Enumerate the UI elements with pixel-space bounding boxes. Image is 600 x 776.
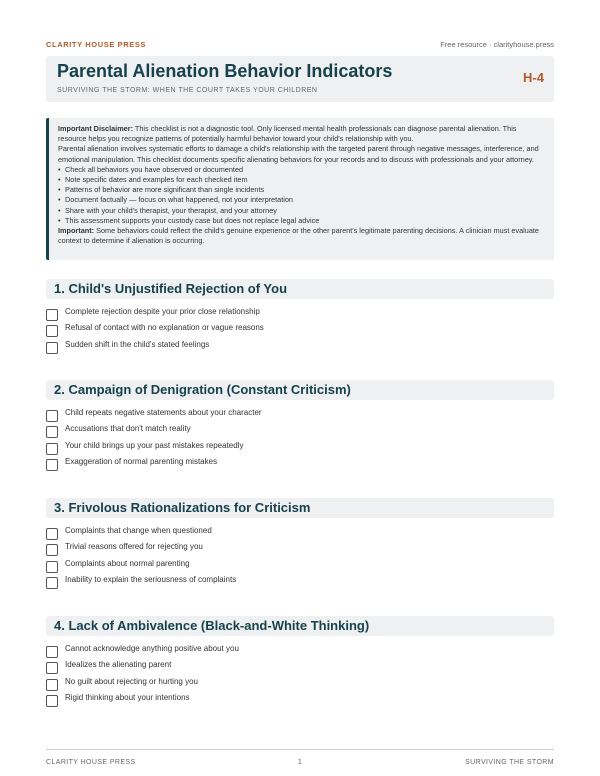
checklist-item-label: Sudden shift in the child's stated feelings (65, 339, 210, 349)
checkbox[interactable] (46, 679, 58, 691)
top-bar (46, 40, 554, 52)
checkbox[interactable] (46, 325, 58, 337)
checklist-item (46, 692, 554, 708)
checklist-item (46, 456, 554, 472)
checklist-item (46, 574, 554, 590)
checklist-item (46, 558, 554, 574)
section-2 (46, 380, 554, 473)
disclaimer-bullet: • This assessment supports your custody case but does not replace legal advice (58, 216, 546, 226)
checkbox[interactable] (46, 662, 58, 674)
section-1 (46, 279, 554, 355)
section-title: 3. Frivolous Rationalizations for Criticism (54, 500, 311, 515)
checklist-item-label: Inability to explain the seriousness of complaints (65, 575, 237, 585)
disclaimer-paragraph-2: Parental alienation involves systematic efforts to damage a child's relationship with the targeted parent through negative messages, interference, and emotional manipulation. This checklist documents specific alienating behaviors for your records and to discuss with professionals and your attorney. (58, 144, 539, 164)
checkbox[interactable] (46, 459, 58, 471)
checklist-item-label: Refusal of contact with no explanation or vague reasons (65, 323, 264, 333)
section-title: 1. Child's Unjustified Rejection of You (54, 281, 288, 296)
section-header (46, 380, 554, 400)
disclaimer-bullet: • Patterns of behavior are more significant than single incidents (58, 185, 546, 195)
page-subtitle: SURVIVING THE STORM: WHEN THE COURT TAKES YOUR CHILDREN (57, 87, 318, 94)
checklist-item (46, 541, 554, 557)
disclaimer-bullets (58, 165, 546, 226)
disclaimer-box (46, 118, 554, 260)
checkbox[interactable] (46, 561, 58, 573)
checklist-item (46, 407, 554, 423)
section-title: 2. Campaign of Denigration (Constant Criticism) (54, 382, 351, 397)
important-note (58, 226, 546, 246)
disclaimer-bullet: • Document factually — focus on what happened, not your interpretation (58, 195, 546, 205)
checklist-item (46, 339, 554, 355)
checklist-item-label: Accusations that don't match reality (65, 424, 191, 434)
checklist-item-label: Trivial reasons offered for rejecting you (65, 542, 203, 552)
checklist-item-label: Your child brings up your past mistakes repeatedly (65, 440, 244, 450)
checklist-item-label: Complaints about normal parenting (65, 558, 190, 568)
checklist-item-label: Idealizes the alienating parent (65, 660, 172, 670)
disclaimer-label: Important Disclaimer: (58, 124, 134, 133)
checkbox[interactable] (46, 342, 58, 354)
checklist-item-label: Complaints that change when questioned (65, 526, 212, 535)
checklist-item-label: Exaggeration of normal parenting mistakes (65, 457, 218, 467)
checkbox[interactable] (46, 410, 58, 422)
checklist-item (46, 440, 554, 456)
checklist-item (46, 423, 554, 439)
disclaimer-bullet: • Share with your child's therapist, your therapist, and your attorney (58, 206, 546, 216)
section-3 (46, 498, 554, 591)
checkbox[interactable] (46, 528, 58, 540)
disclaimer-bullet: • Note specific dates and examples for each checked item (58, 175, 546, 185)
resource-note: Free resource · clarityhouse.press (440, 40, 554, 49)
checklist-item-label: Cannot acknowledge anything positive about you (65, 644, 239, 653)
checklist-item (46, 643, 554, 659)
page-number: 1 (297, 759, 303, 766)
important-label: Important: (58, 226, 95, 236)
checklist (46, 643, 554, 709)
section-header (46, 498, 554, 518)
checklist-item (46, 525, 554, 541)
section-header (46, 279, 554, 299)
section-header (46, 616, 554, 636)
footer-book-title: SURVIVING THE STORM (465, 759, 554, 766)
checkbox[interactable] (46, 309, 58, 321)
checklist-item (46, 676, 554, 692)
disclaimer-paragraph (58, 124, 546, 144)
section-title: 4. Lack of Ambivalence (Black-and-White Thinking) (54, 618, 370, 633)
footer-publisher: CLARITY HOUSE PRESS (46, 759, 136, 766)
checklist-item (46, 306, 554, 322)
checklist-item-label: Rigid thinking about your intentions (65, 693, 190, 703)
checklist-item (46, 322, 554, 338)
publisher-name: CLARITY HOUSE PRESS (46, 40, 147, 49)
disclaimer-text: This checklist is not a diagnostic tool. Only licensed mental health professionals can diagnose parental alienation. This resource helps you recognize patterns of potentially harmful behavior toward your child's relationship with you. (58, 124, 517, 144)
checkbox[interactable] (46, 443, 58, 455)
checkbox[interactable] (46, 646, 58, 658)
checklist (46, 525, 554, 591)
checklist-item (46, 659, 554, 675)
checklist (46, 306, 554, 355)
checklist-item-label: Child repeats negative statements about your character (65, 408, 262, 417)
checklist-item-label: No guilt about rejecting or hurting you (65, 676, 198, 686)
title-block (46, 56, 554, 102)
document-code: H-4 (523, 70, 544, 85)
page-footer (46, 749, 554, 770)
checklist-item-label: Complete rejection despite your prior close relationship (65, 307, 260, 316)
checkbox[interactable] (46, 695, 58, 707)
section-4 (46, 616, 554, 709)
checkbox[interactable] (46, 426, 58, 438)
page-title: Parental Alienation Behavior Indicators (57, 61, 393, 81)
checkbox[interactable] (46, 577, 58, 589)
checklist (46, 407, 554, 473)
important-text: Some behaviors could reflect the child's genuine experience or the other parent's legitimate parenting decisions. A clinician must evaluate context to determine if alienation is occurring. (58, 226, 539, 246)
disclaimer-bullet: • Check all behaviors you have observed or documented (58, 165, 546, 175)
checkbox[interactable] (46, 544, 58, 556)
